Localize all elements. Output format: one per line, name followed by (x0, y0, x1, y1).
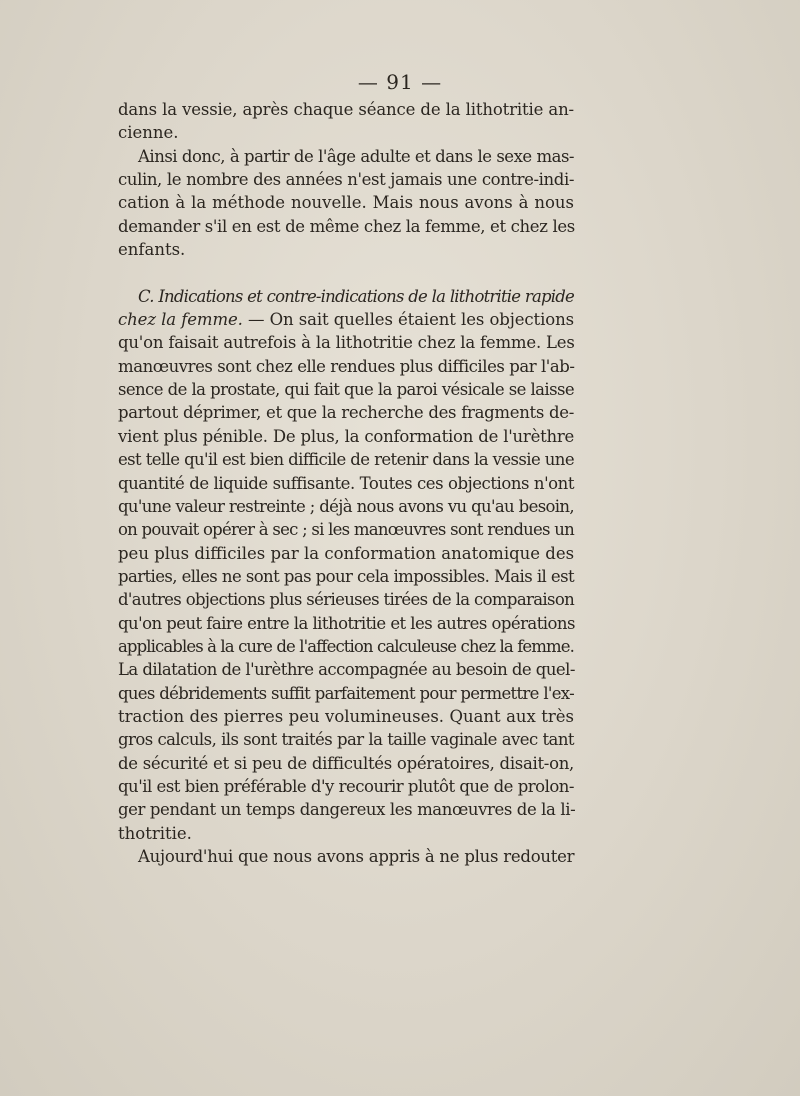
text-line: est telle qu'il est bien difficile de retenir dans la vessie une (118, 450, 574, 470)
text-line: d'autres objections plus sérieuses tirées de la comparaison (118, 590, 575, 610)
text-line: on pouvait opérer à sec ; si les manœuvres sont rendues un (118, 520, 574, 540)
text-line: applicables à la cure de l'affection calculeuse chez la femme. (118, 636, 574, 656)
text-line: sence de la prostate, qui fait que la paroi vésicale se laisse (118, 380, 574, 400)
text-line: parties, elles ne sont pas pour cela impossibles. Mais il est (118, 566, 574, 586)
text-line: ger pendant un temps dangereux les manœuvres de la li- (118, 800, 576, 820)
page-number: — 91 — (357, 70, 443, 94)
text-line: manœuvres sont chez elle rendues plus difficiles par l'ab- (118, 356, 575, 376)
text-line: culin, le nombre des années n'est jamais une contre-indi- (118, 170, 574, 190)
text-line: qu'on peut faire entre la lithotritie et les autres opérations (118, 613, 575, 633)
body-text (118, 98, 574, 868)
text-line: peu plus difficiles par la conformation anatomique des (118, 543, 575, 563)
text-line: de sécurité et si peu de difficultés opératoires, disait-on, (118, 753, 574, 773)
section-heading (118, 285, 574, 308)
text-line: Ainsi donc, à partir de l'âge adulte et dans le sexe mas- (138, 146, 574, 166)
text-line: Aujourd'hui que nous avons appris à ne plus redouter (138, 847, 575, 866)
text-line: cation à la méthode nouvelle. Mais nous avons à nous (118, 193, 574, 213)
text-line: vient plus pénible. De plus, la conformation de l'urèthre (118, 426, 574, 446)
text-line: thotritie. (118, 823, 192, 843)
section-heading-continuation: chez la femme. (118, 310, 243, 330)
text-line: La dilatation de l'urèthre accompagnée au besoin de quel- (118, 660, 575, 680)
text-line: partout déprimer, et que la recherche des fragments de- (118, 403, 574, 423)
text-line: ques débridements suffit parfaitement pour permettre l'ex- (118, 683, 574, 703)
text-line: enfants. (118, 240, 186, 260)
section-heading-rest: — On sait quelles étaient les objections (242, 310, 574, 330)
text-line: dans la vessie, après chaque séance de la lithotritie an- (118, 100, 574, 119)
text-line: qu'on faisait autrefois à la lithotritie chez la femme. Les (118, 333, 575, 353)
text-line: quantité de liquide suffisante. Toutes ces objections n'ont (118, 473, 574, 493)
section-heading-text: C. Indications et contre-indications de la lithotritie rapide (138, 286, 574, 306)
text-line: qu'une valeur restreinte ; déjà nous avons vu qu'au besoin, (118, 496, 574, 516)
text-line: gros calculs, ils sont traités par la taille vaginale avec tant (118, 730, 574, 750)
text-line: demander s'il en est de même chez la femme, et chez les (118, 216, 575, 236)
section-gap (118, 261, 574, 284)
text-line: cienne. (118, 123, 179, 143)
text-line: qu'il est bien préférable d'y recourir plutôt que de prolon- (118, 776, 574, 796)
text-line (118, 308, 574, 331)
text-line: traction des pierres peu volumineuses. Quant aux très (118, 706, 574, 726)
